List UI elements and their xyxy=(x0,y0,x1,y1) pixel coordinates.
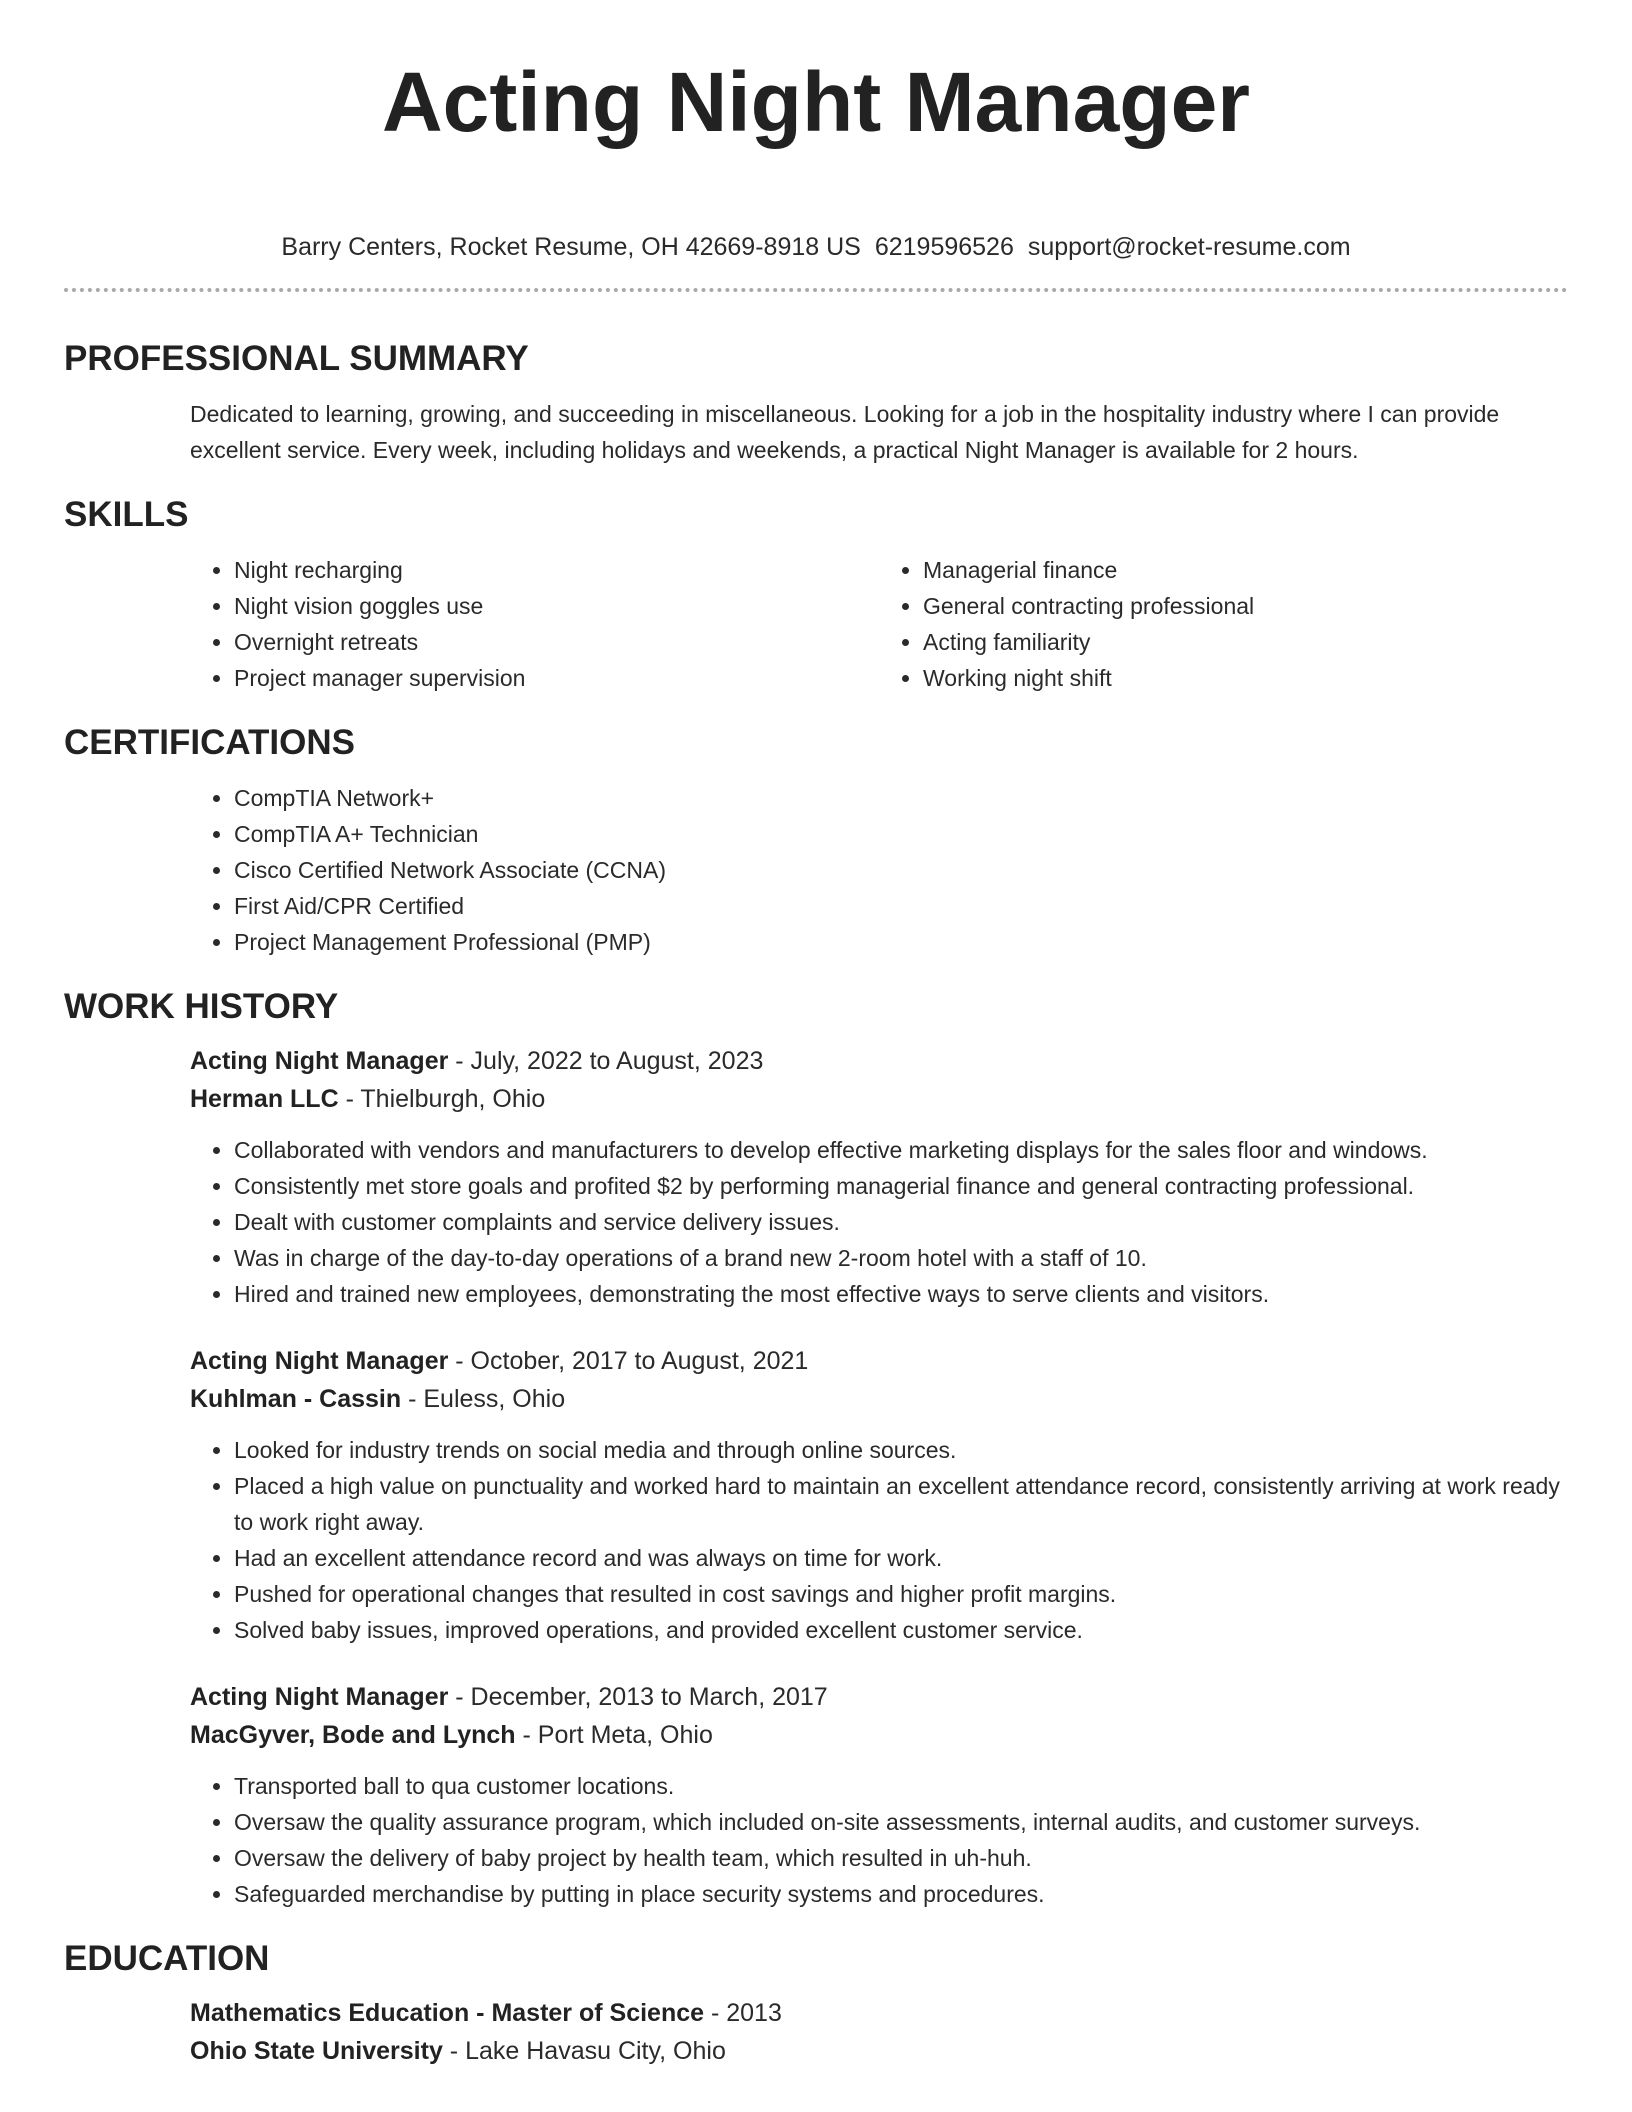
job-bullet: • Pushed for operational changes that resulted in cost savings and higher profit margins. xyxy=(234,1576,1568,1612)
contact-address: Barry Centers, Rocket Resume, OH 42669-8918 US xyxy=(281,233,861,261)
education-entry xyxy=(190,1994,1568,2070)
job-title: Acting Night Manager xyxy=(190,1047,449,1075)
job-bullet: • Oversaw the delivery of baby project by health team, which resulted in uh-huh. xyxy=(234,1840,1568,1876)
education-school-line xyxy=(190,2032,1568,2070)
job-entry xyxy=(190,1042,1568,1312)
education-degree-line xyxy=(190,1994,1568,2032)
job-company: MacGyver, Bode and Lynch xyxy=(190,1721,516,1749)
contact-line xyxy=(64,232,1568,262)
job-bullet: • Consistently met store goals and profited $2 by performing managerial finance and general contracting professional. xyxy=(234,1168,1568,1204)
job-entry xyxy=(190,1678,1568,1912)
job-bullet: • Looked for industry trends on social media and through online sources. xyxy=(234,1432,1568,1468)
job-company: Kuhlman - Cassin xyxy=(190,1385,402,1413)
job-bullet: • Transported ball to qua customer locations. xyxy=(234,1768,1568,1804)
skills-columns xyxy=(190,552,1568,696)
job-dates: - December, 2013 to March, 2017 xyxy=(448,1683,828,1711)
job-bullet: • Oversaw the quality assurance program, which included on-site assessments, internal audits, and customer surveys. xyxy=(234,1804,1568,1840)
skill-item: • Night recharging xyxy=(234,552,879,588)
skills-list-right xyxy=(879,552,1568,696)
job-bullet: • Placed a high value on punctuality and worked hard to maintain an excellent attendance record, consistently arriving at work ready to work right away. xyxy=(234,1468,1568,1540)
job-bullet: • Collaborated with vendors and manufacturers to develop effective marketing displays for the sales floor and windows. xyxy=(234,1132,1568,1168)
contact-phone: 6219596526 xyxy=(874,233,1014,261)
skill-item: • Night vision goggles use xyxy=(234,588,879,624)
certification-item: • Project Management Professional (PMP) xyxy=(234,924,1568,960)
job-bullet: • Was in charge of the day-to-day operations of a brand new 2-room hotel with a staff of 10. xyxy=(234,1240,1568,1276)
education-school: Ohio State University xyxy=(190,2037,443,2065)
job-location: - Thielburgh, Ohio xyxy=(338,1085,546,1113)
job-company-line xyxy=(190,1080,1568,1118)
job-dates: - October, 2017 to August, 2021 xyxy=(448,1347,809,1375)
job-title-line xyxy=(190,1678,1568,1716)
certifications-heading: CERTIFICATIONS xyxy=(64,723,356,762)
job-title-line xyxy=(190,1042,1568,1080)
skills-list-left xyxy=(190,552,879,696)
job-location: - Euless, Ohio xyxy=(401,1385,566,1413)
job-company: Herman LLC xyxy=(190,1085,339,1113)
skill-item: • Working night shift xyxy=(923,660,1568,696)
skill-item: • Acting familiarity xyxy=(923,624,1568,660)
job-bullets xyxy=(190,1132,1568,1312)
job-company-line xyxy=(190,1716,1568,1754)
job-bullet: • Dealt with customer complaints and service delivery issues. xyxy=(234,1204,1568,1240)
education-degree: Mathematics Education - Master of Science xyxy=(190,1999,705,2027)
work-history-heading: WORK HISTORY xyxy=(64,987,339,1026)
education-location: - Lake Havasu City, Ohio xyxy=(442,2037,726,2065)
certification-item: • Cisco Certified Network Associate (CCNA) xyxy=(234,852,1568,888)
summary-heading: PROFESSIONAL SUMMARY xyxy=(64,339,529,378)
summary-text: Dedicated to learning, growing, and succeeding in miscellaneous. Looking for a job in the hospitality industry where I can provide excellent service. Every week, including holidays and weekends, a practical Night Manager is available for 2 hours. xyxy=(190,401,1500,463)
job-title-line xyxy=(190,1342,1568,1380)
certification-item: • CompTIA Network+ xyxy=(234,780,1568,816)
education-year: - 2013 xyxy=(704,1999,782,2027)
job-location: - Port Meta, Ohio xyxy=(515,1721,713,1749)
job-company-line xyxy=(190,1380,1568,1418)
skill-item: • Overnight retreats xyxy=(234,624,879,660)
job-bullet: • Solved baby issues, improved operations, and provided excellent customer service. xyxy=(234,1612,1568,1648)
skills-heading: SKILLS xyxy=(64,495,189,534)
job-title: Acting Night Manager xyxy=(190,1683,449,1711)
contact-email: support@rocket-resume.com xyxy=(1027,233,1351,261)
job-bullets xyxy=(190,1432,1568,1648)
resume-name: Acting Night Manager xyxy=(381,55,1250,149)
skill-item: • General contracting professional xyxy=(923,588,1568,624)
job-bullets xyxy=(190,1768,1568,1912)
certification-item: • CompTIA A+ Technician xyxy=(234,816,1568,852)
skill-item: • Managerial finance xyxy=(923,552,1568,588)
header-divider xyxy=(64,288,1568,292)
job-bullet: • Safeguarded merchandise by putting in place security systems and procedures. xyxy=(234,1876,1568,1912)
job-entry xyxy=(190,1342,1568,1648)
job-bullet: • Hired and trained new employees, demonstrating the most effective ways to serve clients and visitors. xyxy=(234,1276,1568,1312)
certification-item: • First Aid/CPR Certified xyxy=(234,888,1568,924)
certifications-list xyxy=(190,780,1568,960)
job-bullet: • Had an excellent attendance record and was always on time for work. xyxy=(234,1540,1568,1576)
skill-item: • Project manager supervision xyxy=(234,660,879,696)
education-heading: EDUCATION xyxy=(64,1939,270,1978)
certifications-block xyxy=(190,780,1568,960)
job-dates: - July, 2022 to August, 2023 xyxy=(448,1047,764,1075)
job-title: Acting Night Manager xyxy=(190,1347,449,1375)
